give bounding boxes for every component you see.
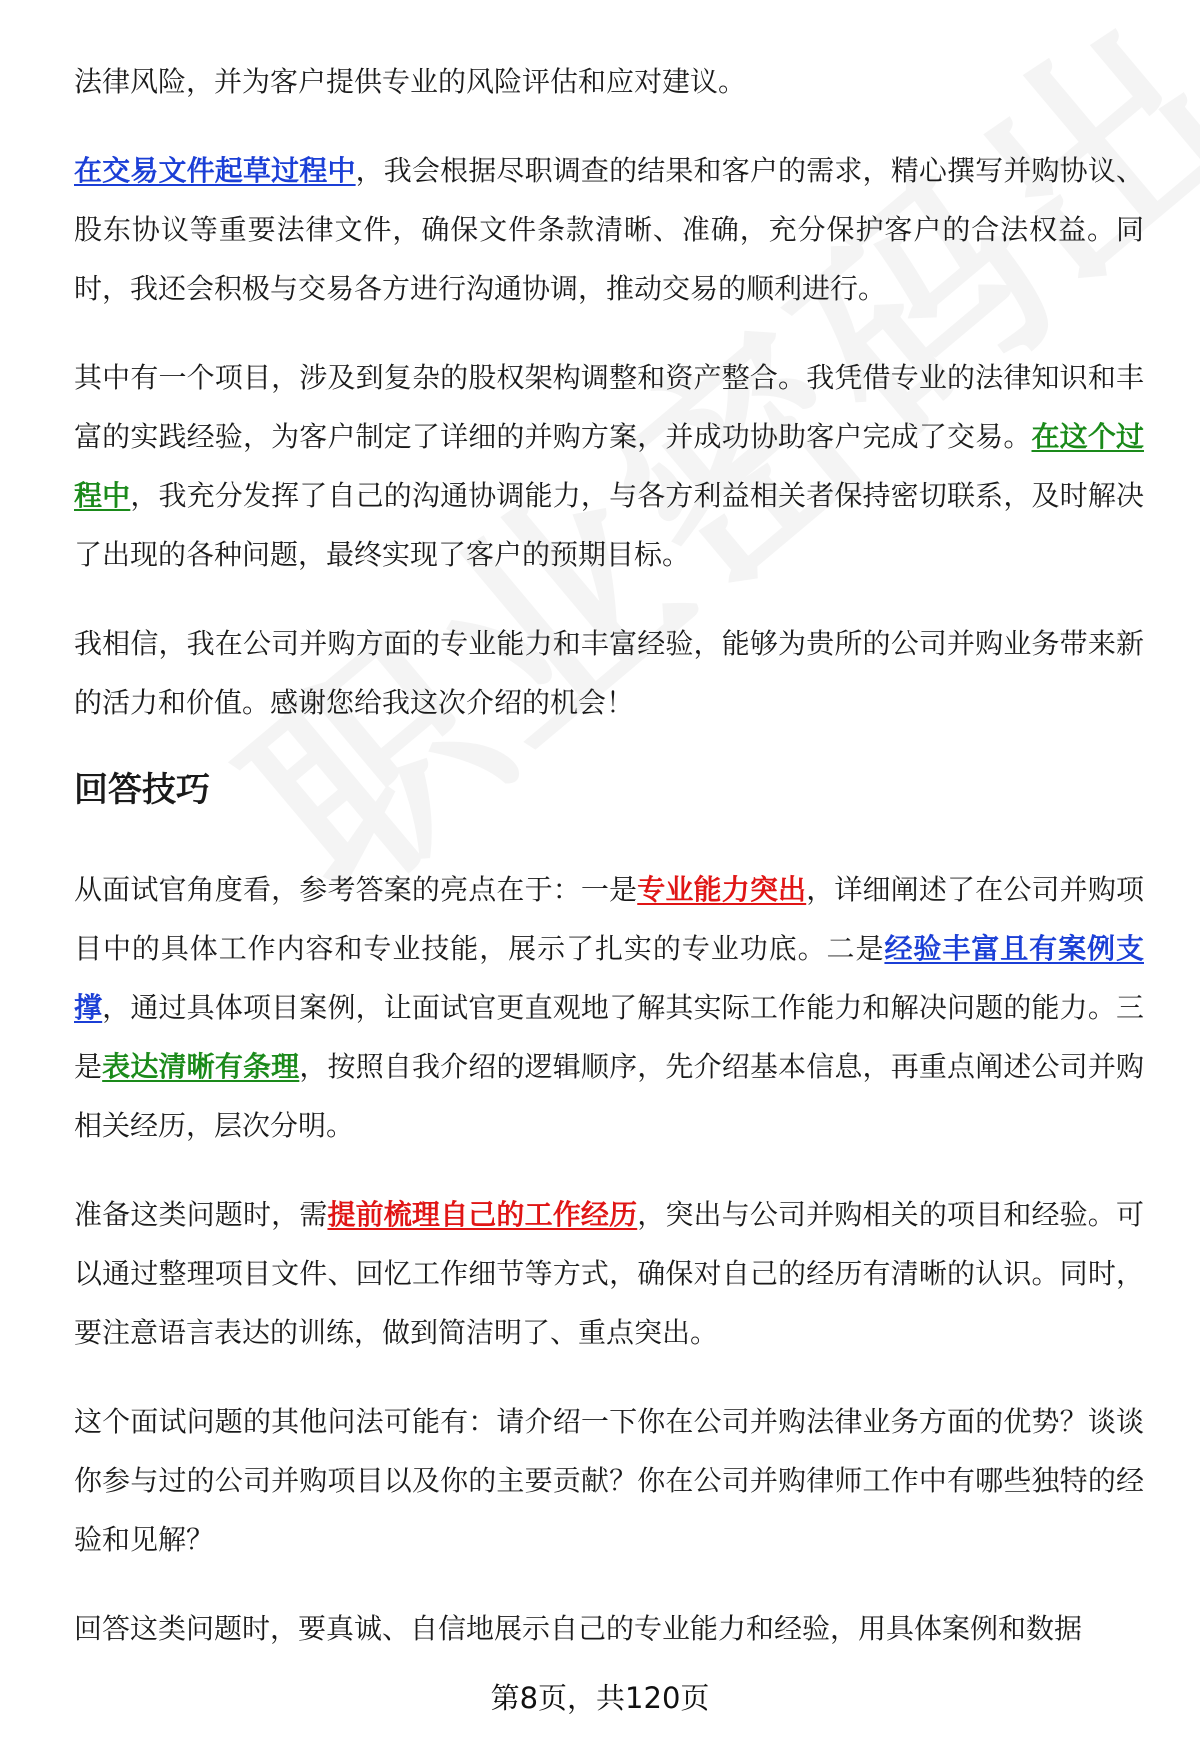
text-segment: 法律风险，并为客户提供专业的风险评估和应对建议。 [74,65,747,98]
section-title: 回答技巧 [74,770,210,810]
highlight-clear-expression: 表达清晰有条理 [102,1050,300,1083]
page-number: 第8页，共120页 [490,1681,710,1715]
section-paragraph-1 [74,860,1144,1155]
highlight-in-this-process: 在这个过程中 [74,420,1144,512]
text-segment: 这个面试问题的其他问法可能有：请介绍一下你在公司并购法律业务方面的优势？谈谈你参与过的公司并购项目以及你的主要贡献？你在公司并购律师工作中有哪些独特的经验和见解？ [74,1405,1144,1556]
text-segment: ，通过具体项目案例，让面试官更直观地了解其实际工作能力和解决问题的能力。三是 [74,991,1144,1083]
paragraph-4 [74,614,1144,732]
paragraph-2 [74,141,1144,318]
section-paragraph-4 [74,1599,1144,1658]
section-paragraph-2 [74,1185,1144,1362]
document-body [74,52,1144,1688]
text-segment: ，突出与公司并购相关的项目和经验。可以通过整理项目文件、回忆工作细节等方式，确保对自己的经历有清晰的认识。同时，要注意语言表达的训练，做到简洁明了、重点突出。 [74,1198,1144,1349]
text-segment: 从面试官角度看，参考答案的亮点在于：一是 [74,873,638,906]
text-segment: 我相信，我在公司并购方面的专业能力和丰富经验，能够为贵所的公司并购业务带来新的活力和价值。感谢您给我这次介绍的机会！ [74,627,1144,719]
text-segment: 回答这类问题时，要真诚、自信地展示自己的专业能力和经验，用具体案例和数据 [74,1612,1083,1645]
paragraph-1 [74,52,1144,111]
section-paragraph-3 [74,1392,1144,1569]
highlight-professional-ability: 专业能力突出 [637,873,807,906]
text-segment: 其中有一个项目，涉及到复杂的股权架构调整和资产整合。我凭借专业的法律知识和丰富的实践经验，为客户制定了详细的并购方案，并成功协助客户完成了交易。 [74,361,1144,453]
highlight-drafting-process: 在交易文件起草过程中 [74,154,356,187]
highlight-review-experience: 提前梳理自己的工作经历 [327,1198,638,1231]
highlight-rich-experience: 经验丰富且有案例支撑 [74,932,1144,1024]
text-segment: ，我充分发挥了自己的沟通协调能力，与各方利益相关者保持密切联系，及时解决了出现的各种问题，最终实现了客户的预期目标。 [74,479,1144,571]
text-segment: 准备这类问题时，需 [74,1198,328,1231]
paragraph-3 [74,348,1144,584]
text-segment: ，详细阐述了在公司并购项目中的具体工作内容和专业技能，展示了扎实的专业功底。二是 [74,873,1144,965]
text-segment: ，按照自我介绍的逻辑顺序，先介绍基本信息，再重点阐述公司并购相关经历，层次分明。 [74,1050,1144,1142]
text-segment: ，我会根据尽职调查的结果和客户的需求，精心撰写并购协议、股东协议等重要法律文件，确保文件条款清晰、准确，充分保护客户的合法权益。同时，我还会积极与交易各方进行沟通协调，推动交易的顺利进行。 [74,154,1144,305]
